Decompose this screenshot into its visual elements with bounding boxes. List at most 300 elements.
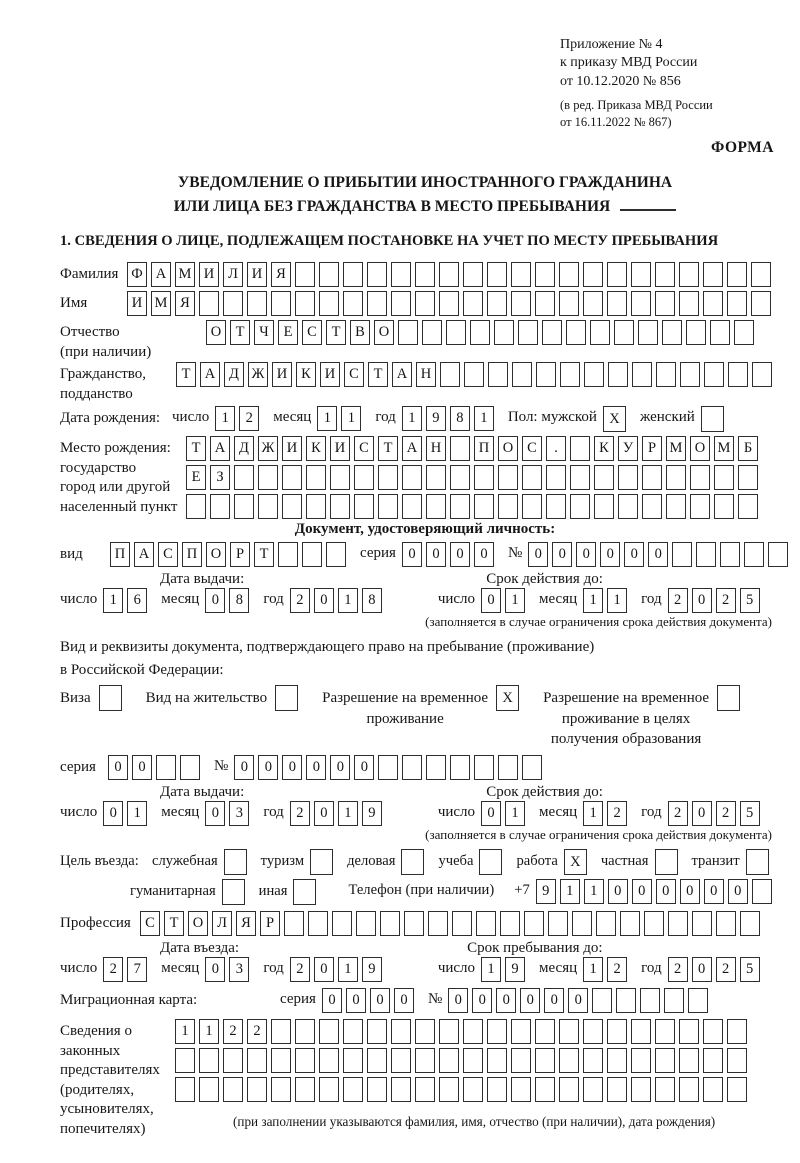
form-cell[interactable]: П [110,542,130,567]
form-cell[interactable] [293,879,316,905]
form-cell[interactable] [258,465,278,490]
form-cell[interactable]: А [402,436,422,461]
form-cell[interactable] [186,494,206,519]
form-cell[interactable] [180,755,200,780]
form-cell[interactable] [584,362,604,387]
form-cell[interactable] [464,362,484,387]
form-cell[interactable] [474,494,494,519]
form-cell[interactable]: 0 [330,755,350,780]
form-cell[interactable]: 8 [229,588,249,613]
form-cell[interactable] [330,465,350,490]
form-cell[interactable] [319,1019,339,1044]
form-cell[interactable] [343,262,363,287]
form-cell[interactable] [679,1077,699,1102]
form-cell[interactable] [367,1048,387,1073]
form-cell[interactable]: Р [230,542,250,567]
form-cell[interactable]: М [175,262,195,287]
form-cell[interactable] [247,291,267,316]
form-cell[interactable]: Л [223,262,243,287]
form-cell[interactable] [727,1048,747,1073]
form-cell[interactable] [402,494,422,519]
form-cell[interactable] [271,1019,291,1044]
form-cell[interactable] [326,542,346,567]
form-cell[interactable] [391,262,411,287]
form-cell[interactable] [234,494,254,519]
form-cell[interactable] [746,849,769,875]
form-cell[interactable] [703,262,723,287]
form-cell[interactable]: А [151,262,171,287]
form-cell[interactable] [479,849,502,875]
form-cell[interactable] [175,1048,195,1073]
form-cell[interactable]: И [282,436,302,461]
form-cell[interactable] [570,465,590,490]
form-cell[interactable] [498,494,518,519]
form-cell[interactable]: 0 [568,988,588,1013]
form-cell[interactable] [607,1048,627,1073]
form-cell[interactable] [655,262,675,287]
form-cell[interactable] [631,1048,651,1073]
form-cell[interactable] [199,291,219,316]
form-cell[interactable]: X [496,685,519,711]
form-cell[interactable] [302,542,322,567]
form-cell[interactable] [542,320,562,345]
form-cell[interactable]: 0 [402,542,422,567]
form-cell[interactable]: О [206,320,226,345]
form-cell[interactable] [210,494,230,519]
form-cell[interactable] [560,362,580,387]
form-cell[interactable] [295,1048,315,1073]
form-cell[interactable] [631,1077,651,1102]
form-cell[interactable]: Т [368,362,388,387]
form-cell[interactable]: А [134,542,154,567]
form-cell[interactable] [559,262,579,287]
form-cell[interactable] [440,362,460,387]
form-cell[interactable] [463,262,483,287]
form-cell[interactable] [426,494,446,519]
form-cell[interactable] [487,291,507,316]
form-cell[interactable]: Н [416,362,436,387]
form-cell[interactable] [415,1019,435,1044]
form-cell[interactable]: И [272,362,292,387]
form-cell[interactable]: 0 [426,542,446,567]
form-cell[interactable]: 1 [607,588,627,613]
form-cell[interactable]: С [344,362,364,387]
form-cell[interactable]: 0 [314,801,334,826]
form-cell[interactable] [696,542,716,567]
form-cell[interactable]: 1 [338,801,358,826]
form-cell[interactable] [535,1019,555,1044]
form-cell[interactable] [354,465,374,490]
form-cell[interactable] [404,911,424,936]
form-cell[interactable]: И [320,362,340,387]
form-cell[interactable]: О [690,436,710,461]
form-cell[interactable] [474,755,494,780]
form-cell[interactable] [391,1019,411,1044]
form-cell[interactable]: Н [426,436,446,461]
form-cell[interactable] [740,911,760,936]
form-cell[interactable] [662,320,682,345]
form-cell[interactable] [655,1019,675,1044]
form-cell[interactable]: 0 [322,988,342,1013]
form-cell[interactable] [751,262,771,287]
form-cell[interactable] [535,1077,555,1102]
form-cell[interactable] [367,291,387,316]
form-cell[interactable]: 0 [632,879,652,904]
form-cell[interactable]: 0 [692,801,712,826]
form-cell[interactable]: Я [271,262,291,287]
form-cell[interactable] [714,465,734,490]
form-cell[interactable] [402,465,422,490]
form-cell[interactable] [744,542,764,567]
form-cell[interactable] [583,1048,603,1073]
form-cell[interactable] [631,262,651,287]
form-cell[interactable] [631,1019,651,1044]
form-cell[interactable]: 0 [648,542,668,567]
form-cell[interactable] [452,911,472,936]
form-cell[interactable] [716,911,736,936]
form-cell[interactable] [616,988,636,1013]
form-cell[interactable] [330,494,350,519]
form-cell[interactable] [511,1077,531,1102]
form-cell[interactable]: 0 [624,542,644,567]
form-cell[interactable] [710,320,730,345]
form-cell[interactable]: 0 [704,879,724,904]
form-cell[interactable] [271,291,291,316]
form-cell[interactable] [768,542,788,567]
form-cell[interactable] [367,1019,387,1044]
form-cell[interactable]: 1 [505,801,525,826]
form-cell[interactable] [590,320,610,345]
form-cell[interactable]: 2 [223,1019,243,1044]
form-cell[interactable]: 0 [692,588,712,613]
form-cell[interactable]: 1 [338,957,358,982]
form-cell[interactable]: 1 [215,406,235,431]
form-cell[interactable] [666,465,686,490]
form-cell[interactable] [450,755,470,780]
form-cell[interactable] [644,911,664,936]
form-cell[interactable] [607,1077,627,1102]
form-cell[interactable] [656,362,676,387]
form-cell[interactable]: 0 [472,988,492,1013]
form-cell[interactable] [494,320,514,345]
form-cell[interactable]: 0 [450,542,470,567]
form-cell[interactable]: 0 [205,588,225,613]
form-cell[interactable] [295,1077,315,1102]
form-cell[interactable] [727,262,747,287]
form-cell[interactable]: Ф [127,262,147,287]
form-cell[interactable] [583,1019,603,1044]
form-cell[interactable] [738,465,758,490]
form-cell[interactable] [535,291,555,316]
form-cell[interactable]: 2 [668,957,688,982]
form-cell[interactable] [522,494,542,519]
form-cell[interactable]: 0 [656,879,676,904]
form-cell[interactable] [701,406,724,432]
form-cell[interactable]: 0 [394,988,414,1013]
form-cell[interactable]: 0 [520,988,540,1013]
form-cell[interactable]: 8 [362,588,382,613]
form-cell[interactable] [308,911,328,936]
form-cell[interactable] [306,465,326,490]
form-cell[interactable] [223,291,243,316]
form-cell[interactable] [319,1048,339,1073]
form-cell[interactable]: К [306,436,326,461]
form-cell[interactable]: 3 [229,801,249,826]
form-cell[interactable] [614,320,634,345]
form-cell[interactable] [463,291,483,316]
form-cell[interactable]: 1 [560,879,580,904]
form-cell[interactable] [354,494,374,519]
form-cell[interactable] [175,1077,195,1102]
form-cell[interactable] [607,262,627,287]
form-cell[interactable]: Т [326,320,346,345]
form-cell[interactable]: К [296,362,316,387]
form-cell[interactable]: С [140,911,160,936]
form-cell[interactable]: 9 [362,957,382,982]
form-cell[interactable] [439,1019,459,1044]
form-cell[interactable] [378,494,398,519]
form-cell[interactable]: 1 [583,588,603,613]
form-cell[interactable] [668,911,688,936]
form-cell[interactable] [703,291,723,316]
form-cell[interactable]: 9 [505,957,525,982]
form-cell[interactable] [295,1019,315,1044]
form-cell[interactable] [356,911,376,936]
form-cell[interactable] [511,262,531,287]
form-cell[interactable] [295,262,315,287]
form-cell[interactable] [222,879,245,905]
form-cell[interactable] [559,1048,579,1073]
form-cell[interactable] [679,1019,699,1044]
form-cell[interactable] [594,494,614,519]
form-cell[interactable] [666,494,686,519]
form-cell[interactable] [680,362,700,387]
form-cell[interactable] [343,1019,363,1044]
form-cell[interactable] [343,1077,363,1102]
form-cell[interactable] [524,911,544,936]
form-cell[interactable] [463,1019,483,1044]
form-cell[interactable] [487,1077,507,1102]
form-cell[interactable] [664,988,684,1013]
form-cell[interactable]: К [594,436,614,461]
form-cell[interactable] [618,494,638,519]
form-cell[interactable]: И [247,262,267,287]
form-cell[interactable] [607,1019,627,1044]
form-cell[interactable]: М [666,436,686,461]
form-cell[interactable] [679,262,699,287]
form-cell[interactable]: 2 [247,1019,267,1044]
form-cell[interactable]: 1 [583,801,603,826]
form-cell[interactable]: А [392,362,412,387]
form-cell[interactable] [559,1019,579,1044]
form-cell[interactable]: П [474,436,494,461]
form-cell[interactable]: 1 [103,588,123,613]
form-cell[interactable] [727,1019,747,1044]
form-cell[interactable]: Т [378,436,398,461]
form-cell[interactable]: 9 [426,406,446,431]
form-cell[interactable] [415,1077,435,1102]
form-cell[interactable] [282,494,302,519]
form-cell[interactable]: 2 [290,957,310,982]
form-cell[interactable]: 2 [716,588,736,613]
form-cell[interactable] [638,320,658,345]
form-cell[interactable] [295,291,315,316]
form-cell[interactable] [278,542,298,567]
form-cell[interactable]: Б [738,436,758,461]
form-cell[interactable]: 2 [607,801,627,826]
form-cell[interactable] [391,1077,411,1102]
form-cell[interactable] [738,494,758,519]
form-cell[interactable]: С [158,542,178,567]
form-cell[interactable]: 0 [346,988,366,1013]
form-cell[interactable]: 1 [474,406,494,431]
form-cell[interactable] [535,262,555,287]
form-cell[interactable] [703,1019,723,1044]
form-cell[interactable] [223,1077,243,1102]
form-cell[interactable]: З [210,465,230,490]
form-cell[interactable]: С [302,320,322,345]
form-cell[interactable]: 7 [127,957,147,982]
form-cell[interactable]: Т [176,362,196,387]
form-cell[interactable]: С [522,436,542,461]
form-cell[interactable] [727,1077,747,1102]
form-cell[interactable]: 9 [536,879,556,904]
form-cell[interactable] [319,1077,339,1102]
form-cell[interactable] [714,494,734,519]
form-cell[interactable]: Е [278,320,298,345]
form-cell[interactable]: И [199,262,219,287]
form-cell[interactable] [275,685,298,711]
form-cell[interactable]: С [354,436,374,461]
form-cell[interactable] [332,911,352,936]
form-cell[interactable]: 0 [205,801,225,826]
form-cell[interactable]: Т [230,320,250,345]
form-cell[interactable] [511,291,531,316]
form-cell[interactable] [156,755,176,780]
form-cell[interactable]: Ж [248,362,268,387]
form-cell[interactable]: 1 [402,406,422,431]
form-cell[interactable] [632,362,652,387]
form-cell[interactable] [672,542,692,567]
form-cell[interactable] [620,911,640,936]
form-cell[interactable] [688,988,708,1013]
form-cell[interactable]: 0 [108,755,128,780]
form-cell[interactable]: 1 [583,957,603,982]
form-cell[interactable] [498,755,518,780]
form-cell[interactable] [535,1048,555,1073]
form-cell[interactable] [422,320,442,345]
form-cell[interactable] [752,362,772,387]
form-cell[interactable] [343,291,363,316]
form-cell[interactable] [391,1048,411,1073]
form-cell[interactable]: Е [186,465,206,490]
form-cell[interactable] [559,1077,579,1102]
form-cell[interactable]: 1 [338,588,358,613]
form-cell[interactable] [450,465,470,490]
form-cell[interactable]: 2 [668,801,688,826]
form-cell[interactable] [522,755,542,780]
form-cell[interactable]: 0 [132,755,152,780]
form-cell[interactable] [500,911,520,936]
form-cell[interactable]: Ч [254,320,274,345]
form-cell[interactable] [463,1077,483,1102]
form-cell[interactable] [450,494,470,519]
form-cell[interactable] [439,291,459,316]
form-cell[interactable]: 1 [584,879,604,904]
form-cell[interactable]: 5 [740,957,760,982]
form-cell[interactable] [234,465,254,490]
form-cell[interactable] [751,291,771,316]
form-cell[interactable] [570,494,590,519]
form-cell[interactable]: О [498,436,518,461]
form-cell[interactable] [720,542,740,567]
form-cell[interactable]: 0 [576,542,596,567]
title-blank-line[interactable] [620,207,676,211]
form-cell[interactable] [752,879,772,904]
form-cell[interactable]: 0 [354,755,374,780]
form-cell[interactable] [450,436,470,461]
form-cell[interactable] [566,320,586,345]
form-cell[interactable] [247,1077,267,1102]
form-cell[interactable]: А [200,362,220,387]
form-cell[interactable]: . [546,436,566,461]
form-cell[interactable] [426,465,446,490]
form-cell[interactable]: У [618,436,638,461]
form-cell[interactable]: 0 [692,957,712,982]
form-cell[interactable]: X [564,849,587,875]
form-cell[interactable] [559,291,579,316]
form-cell[interactable] [511,1019,531,1044]
form-cell[interactable] [258,494,278,519]
form-cell[interactable]: О [374,320,394,345]
form-cell[interactable] [271,1077,291,1102]
form-cell[interactable] [199,1048,219,1073]
form-cell[interactable] [679,291,699,316]
form-cell[interactable]: Т [254,542,274,567]
form-cell[interactable] [717,685,740,711]
form-cell[interactable] [607,291,627,316]
form-cell[interactable]: 3 [229,957,249,982]
form-cell[interactable] [476,911,496,936]
form-cell[interactable] [367,262,387,287]
form-cell[interactable] [583,291,603,316]
form-cell[interactable] [367,1077,387,1102]
form-cell[interactable] [522,465,542,490]
form-cell[interactable] [704,362,724,387]
form-cell[interactable]: М [151,291,171,316]
form-cell[interactable] [306,494,326,519]
form-cell[interactable]: Л [212,911,232,936]
form-cell[interactable]: 0 [680,879,700,904]
form-cell[interactable]: 2 [103,957,123,982]
form-cell[interactable] [679,1048,699,1073]
form-cell[interactable]: 0 [103,801,123,826]
form-cell[interactable]: Р [642,436,662,461]
form-cell[interactable] [402,755,422,780]
form-cell[interactable] [487,1019,507,1044]
form-cell[interactable] [572,911,592,936]
form-cell[interactable] [570,436,590,461]
form-cell[interactable]: Д [234,436,254,461]
form-cell[interactable] [498,465,518,490]
form-cell[interactable]: 0 [448,988,468,1013]
form-cell[interactable] [655,849,678,875]
form-cell[interactable]: 1 [317,406,337,431]
form-cell[interactable] [310,849,333,875]
form-cell[interactable] [380,911,400,936]
form-cell[interactable]: 1 [505,588,525,613]
form-cell[interactable] [655,1048,675,1073]
